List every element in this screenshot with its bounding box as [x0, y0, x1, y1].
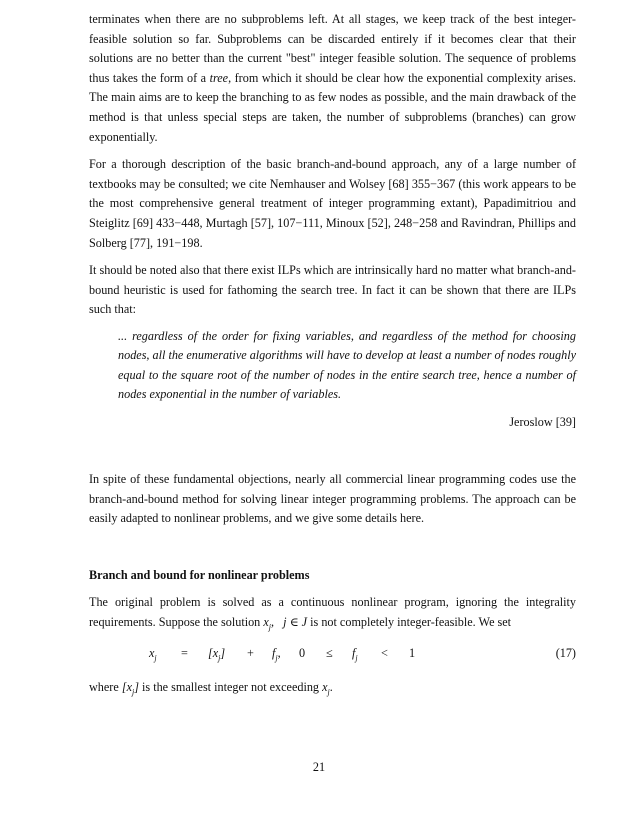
paragraph-5 [89, 593, 576, 637]
eq-equals: = [181, 646, 188, 661]
paragraph-1 [89, 10, 576, 147]
eq-leq: ≤ [326, 646, 333, 661]
eq-frac: $f_j$, [272, 646, 281, 663]
eq-plus: + [247, 646, 254, 661]
paragraph-1-emphasis: tree [209, 70, 229, 85]
page-content [89, 10, 576, 702]
eq-floor: $[x_j]$ [208, 646, 226, 663]
equation-number: (17) [555, 646, 576, 661]
inline-math-floor: $[x_j]$ [121, 680, 139, 697]
paragraph-6-text-b: is the smallest integer not exceeding [138, 680, 323, 695]
paragraph-3: It should be noted also that there exist ILPs which are intrinsically hard no matter what branch-and-bound heuristic is used for fathoming the search tree. In fact it can be shown that there are ILPs such that: [89, 263, 576, 317]
inline-math-xj: $x_j$ [322, 680, 330, 697]
eq-zero: 0 [299, 646, 306, 661]
paragraph-2: For a thorough description of the basic branch-and-bound approach, any of a large number of textbooks may be consulted; we cite Nemhauser and Wolsey [68] 355−367 (this work appears to be the most comprehensive general treatment of integer programming extant), Papadimitriou and Steiglitz [69] 433−448, Murtagh [57], 107−111, Minoux [52], 248−258 and Ravindran, Phillips and Solberg [77], 191−198. [89, 157, 576, 250]
eq-one: 1 [409, 646, 416, 661]
paragraph-1-text-b: , from which it should be clear how the exponential complexity arises. The main aims are to keep the branching to as few nodes as possible, and the main drawback of the method is that unless special steps are taken, the number of subproblems (branches) can grow exponentially. [89, 70, 576, 144]
eq-frac-2: $f_j$ [352, 646, 358, 663]
paragraph-6: where $[x_j]$ is the smallest integer not exceeding $x_j$. [89, 680, 333, 697]
block-quote [118, 327, 576, 404]
eq-lt: < [381, 646, 388, 661]
quote-text: ... regardless of the order for fixing variables, and regardless of the method for choosing nodes, all the enumerative algorithms will have to develop at least a number of nodes roughly equal to the square root of the number of nodes in the entire search tree, hence a number of nodes exponential in the number of variables. [118, 328, 576, 401]
paragraph-5-text-b: is not completely integer-feasible. We set [307, 615, 512, 630]
quote-attribution: Jeroslow [39] [509, 415, 576, 430]
paragraph-6-text-a: where [89, 680, 122, 695]
paragraph-5-text-a: The original problem is solved as a continuous nonlinear program, ignoring the integrality requirements. Suppose the solution [89, 595, 576, 630]
page-number: 21 [312, 760, 326, 774]
paragraph-4: In spite of these fundamental objections, nearly all commercial linear programming codes use the branch-and-bound method for solving linear integer programming problems. The approach can be easily adapted to nonlinear problems, and we give some details here. [89, 472, 576, 526]
eq-lhs: $x_j$ [149, 646, 157, 663]
section-heading: Branch and bound for nonlinear problems [89, 567, 310, 582]
equation-17 [89, 646, 576, 666]
inline-math-solution: $x_j$, j ∈ J [263, 615, 308, 632]
paragraph-1-text-a: terminates when there are no subproblems left. At all stages, we keep track of the best integer-feasible solution so far. Subproblems can be discarded entirely if it becomes clear that their solutions are no better than the current "best" integer feasible solution. The sequence of problems thus takes the form of a [89, 12, 576, 85]
